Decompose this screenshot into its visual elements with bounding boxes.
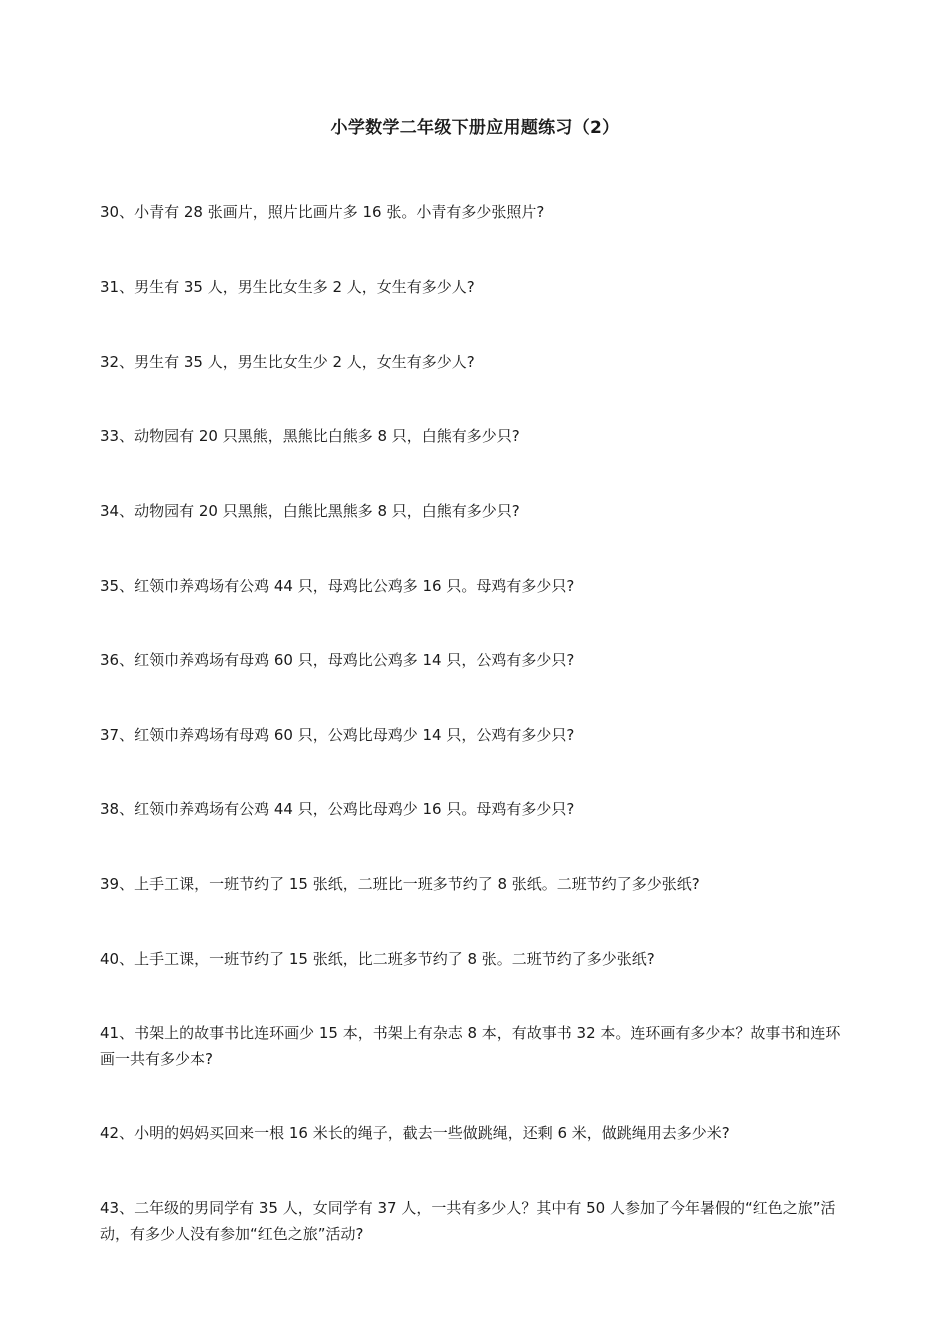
- problem-43: 43、二年级的男同学有 35 人，女同学有 37 人，一共有多少人？其中有 50 人参加了今年暑假的“红色之旅”活动，有多少人没有参加“红色之旅”活动?: [100, 1199, 836, 1243]
- problem-40: 40、上手工课，一班节约了 15 张纸，比二班多节约了 8 张。二班节约了多少张纸?: [100, 950, 655, 968]
- problem-34: 34、动物园有 20 只黑熊，白熊比黑熊多 8 只，白熊有多少只?: [100, 502, 520, 520]
- problem-30: 30、小青有 28 张画片，照片比画片多 16 张。小青有多少张照片?: [100, 203, 545, 221]
- problem-36: 36、红领巾养鸡场有母鸡 60 只，母鸡比公鸡多 14 只，公鸡有多少只?: [100, 651, 575, 669]
- problem-39: 39、上手工课，一班节约了 15 张纸，二班比一班多节约了 8 张纸。二班节约了多少张纸?: [100, 875, 700, 893]
- problem-41: 41、书架上的故事书比连环画少 15 本，书架上有杂志 8 本，有故事书 32 本。连环画有多少本？故事书和连环画一共有多少本?: [100, 1024, 841, 1068]
- problem-31: 31、男生有 35 人，男生比女生多 2 人，女生有多少人?: [100, 278, 475, 296]
- problem-42: 42、小明的妈妈买回来一根 16 米长的绳子，截去一些做跳绳，还剩 6 米，做跳绳用去多少米?: [100, 1124, 730, 1142]
- problem-32: 32、男生有 35 人，男生比女生少 2 人，女生有多少人?: [100, 353, 475, 371]
- problem-38: 38、红领巾养鸡场有公鸡 44 只，公鸡比母鸡少 16 只。母鸡有多少只?: [100, 800, 575, 818]
- problem-37: 37、红领巾养鸡场有母鸡 60 只，公鸡比母鸡少 14 只，公鸡有多少只?: [100, 726, 575, 744]
- page-title: 小学数学二年级下册应用题练习（2）: [330, 118, 620, 138]
- problem-33: 33、动物园有 20 只黑熊，黑熊比白熊多 8 只，白熊有多少只?: [100, 427, 520, 445]
- problem-35: 35、红领巾养鸡场有公鸡 44 只，母鸡比公鸡多 16 只。母鸡有多少只?: [100, 577, 575, 595]
